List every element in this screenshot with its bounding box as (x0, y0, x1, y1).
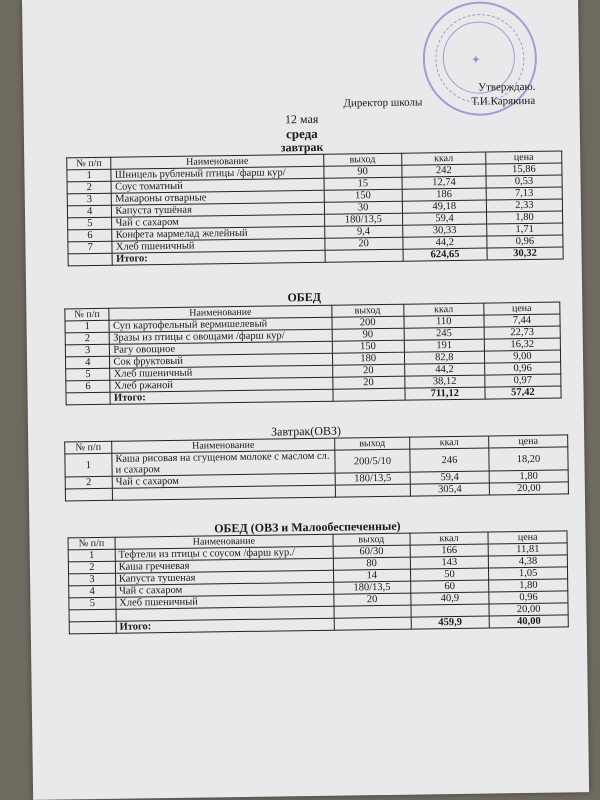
dish-price: 11,81 (488, 543, 567, 556)
dish-price: 4,38 (489, 555, 568, 568)
col-name-header: Наименование (115, 534, 333, 549)
row-num: 2 (65, 476, 112, 489)
ovz-lunch-table (68, 530, 569, 634)
row-num: 1 (65, 320, 110, 333)
dish-name: Сок фруктовый (110, 353, 332, 368)
dish-name: Хлеб ржаной (110, 377, 332, 392)
col-num-header: № п/п (65, 308, 110, 321)
row-num: 4 (69, 585, 116, 598)
dish-kcal: 60 (410, 580, 489, 593)
dish-price: 0,96 (484, 362, 560, 375)
row-num: 2 (65, 332, 110, 345)
dish-price: 1,80 (486, 211, 562, 224)
ovz-lunch-title: ОБЕД (ОВЗ и Малообеспеченные) (214, 518, 401, 536)
total-price: 40,00 (489, 615, 568, 628)
dish-out: 20 (334, 593, 411, 606)
col-out-header: выход (323, 153, 401, 166)
dish-name: Макароны отварные (112, 190, 324, 205)
dish-name: Чай с сахаром (112, 214, 324, 229)
dish-kcal: 12,74 (402, 176, 486, 189)
col-price-header: цена (484, 302, 560, 315)
dish-price: 7,13 (486, 187, 562, 200)
ovz-breakfast-table (64, 434, 569, 501)
dish-kcal: 186 (402, 188, 486, 201)
dish-price: 0,96 (487, 235, 563, 248)
row-num: 7 (68, 241, 113, 254)
row-num: 5 (68, 217, 113, 230)
dish-name: Суп картофельный вермишелевый (109, 317, 331, 332)
dish-kcal: 44,2 (403, 236, 487, 249)
total-kcal: 711,12 (405, 387, 485, 400)
col-out-header: выход (331, 304, 403, 317)
dish-kcal: 59,4 (410, 471, 489, 484)
dish-out: 14 (333, 569, 410, 582)
dish-kcal: 242 (402, 164, 486, 177)
dish-name: Чай с сахаром (115, 582, 333, 597)
col-kcal-header: ккал (404, 303, 484, 316)
dish-price: 1,71 (487, 223, 563, 236)
dish-kcal: 40,9 (410, 592, 489, 605)
dish-out: 180/13,5 (335, 472, 410, 485)
row-num: 2 (68, 561, 115, 574)
row-num: 3 (67, 193, 112, 206)
dish-out: 200/5/10 (335, 449, 410, 473)
dish-price: 2,33 (486, 199, 562, 212)
col-name-header: Наименование (109, 305, 331, 320)
dish-out: 60/30 (333, 545, 410, 558)
dish-price: 7,44 (484, 314, 560, 327)
director-name: Т.И.Карякина (471, 94, 536, 108)
dish-kcal: 44,2 (404, 363, 484, 376)
dish-out: 200 (331, 316, 403, 329)
dish-name: Соус томатный (111, 178, 323, 193)
dish-name: Конфета мармелад желейный (112, 226, 324, 241)
dish-kcal: 38,12 (405, 375, 485, 388)
row-num: 3 (69, 573, 116, 586)
dish-price: 1,80 (489, 579, 568, 592)
row-num: 2 (67, 181, 112, 194)
col-price-header: цена (489, 435, 568, 448)
dish-price: 0,97 (485, 374, 561, 387)
dish-kcal: 143 (410, 556, 489, 569)
total-price: 20,00 (489, 482, 568, 495)
col-num-header: № п/п (68, 537, 115, 550)
ovz-breakfast-title: Завтрак(ОВЗ) (270, 423, 342, 439)
dish-price: 18,20 (489, 447, 568, 471)
dish-price: 22,73 (484, 326, 560, 339)
dish-price: 15,86 (486, 163, 562, 176)
extra-price: 20,00 (489, 603, 568, 616)
dish-name: Каша гречневая (115, 558, 333, 573)
dish-name: Хлеб пшеничный (112, 238, 324, 253)
col-out-header: выход (335, 437, 410, 450)
breakfast-table (66, 150, 563, 266)
menu-weekday: среда (285, 125, 318, 142)
dish-name: Капуста тушеная (115, 570, 333, 585)
col-num-header: № п/п (65, 441, 112, 454)
dish-kcal: 245 (404, 327, 484, 340)
approve-label: Утверждаю. (478, 80, 536, 94)
total-label (112, 485, 335, 500)
dish-price: 1,05 (489, 567, 568, 580)
director-label: Директор школы (343, 96, 423, 110)
dish-kcal: 30,33 (403, 224, 487, 237)
dish-price: 9,00 (484, 350, 560, 363)
col-name-header: Наименование (112, 438, 335, 453)
dish-out: 20 (324, 237, 402, 250)
row-num: 5 (69, 597, 116, 610)
dish-kcal: 166 (410, 544, 489, 557)
row-num: 5 (66, 368, 111, 381)
dish-price: 1,80 (489, 470, 568, 483)
breakfast-title: завтрак (280, 139, 324, 155)
dish-kcal: 246 (410, 448, 489, 472)
row-num: 6 (68, 229, 113, 242)
dish-name: Шницель рубленый птицы /фарш кур/ (111, 166, 323, 181)
dish-out: 180/13,5 (324, 213, 402, 226)
row-num: 4 (67, 205, 112, 218)
dish-name: Каша рисовая на сгущеном молоке с маслом сл. и сахаром (112, 450, 335, 476)
total-kcal: 624,65 (403, 248, 487, 261)
total-label: Итого: (110, 389, 332, 404)
col-num-header: № п/п (67, 157, 112, 170)
lunch-table (64, 302, 561, 406)
row-num: 1 (65, 453, 112, 477)
total-kcal: 459,9 (411, 616, 490, 629)
dish-out: 20 (332, 376, 404, 389)
dish-price: 0,53 (486, 175, 562, 188)
dish-out: 9,4 (324, 225, 402, 238)
row-num: 4 (65, 356, 110, 369)
dish-kcal: 191 (404, 339, 484, 352)
dish-name: Тефтели из птицы с соусом /фарш кур./ (115, 546, 333, 561)
dish-out: 90 (323, 165, 401, 178)
dish-out: 15 (324, 177, 402, 190)
dish-price: 16,32 (484, 338, 560, 351)
dish-kcal: 49,18 (402, 200, 486, 213)
dish-out: 90 (332, 328, 404, 341)
dish-kcal: 59,4 (402, 212, 486, 225)
row-num: 6 (66, 380, 111, 393)
menu-sheet (22, 0, 589, 800)
dish-name: Чай с сахаром (112, 473, 335, 488)
total-price: 30,32 (487, 247, 563, 260)
col-name-header: Наименование (111, 154, 323, 169)
dish-kcal: 82,8 (404, 351, 484, 364)
row-num: 3 (65, 344, 110, 357)
dish-kcal: 110 (404, 315, 484, 328)
col-out-header: выход (333, 533, 410, 546)
col-kcal-header: ккал (410, 532, 489, 545)
menu-date: 12 мая (284, 111, 319, 127)
dish-out: 20 (332, 364, 404, 377)
dish-name: Хлеб пшеничный (110, 365, 332, 380)
col-kcal-header: ккал (402, 152, 486, 165)
total-label: Итого: (116, 618, 334, 633)
total-price: 57,42 (485, 386, 561, 399)
dish-name: Рагу овощное (110, 341, 332, 356)
dish-out: 180/13,5 (333, 581, 410, 594)
row-num: 1 (67, 169, 112, 182)
dish-price: 0,96 (489, 591, 568, 604)
dish-name: Хлеб пшеничный (116, 594, 334, 609)
dish-out: 150 (332, 340, 404, 353)
total-kcal: 305,4 (410, 483, 489, 496)
svg-text:✦: ✦ (470, 52, 482, 67)
dish-out: 180 (332, 352, 404, 365)
col-kcal-header: ккал (410, 436, 489, 449)
total-label: Итого: (112, 250, 324, 265)
dish-kcal: 50 (410, 568, 489, 581)
dish-name: Зразы из птицы с овощами /фарш кур/ (110, 329, 332, 344)
row-num: 1 (68, 549, 115, 562)
lunch-title: ОБЕД (287, 289, 322, 305)
col-price-header: цена (486, 151, 562, 164)
dish-out: 80 (333, 557, 410, 570)
dish-out: 150 (324, 189, 402, 202)
dish-out: 30 (324, 201, 402, 214)
dish-name: Капуста тушёная (112, 202, 324, 217)
col-price-header: цена (488, 531, 567, 544)
